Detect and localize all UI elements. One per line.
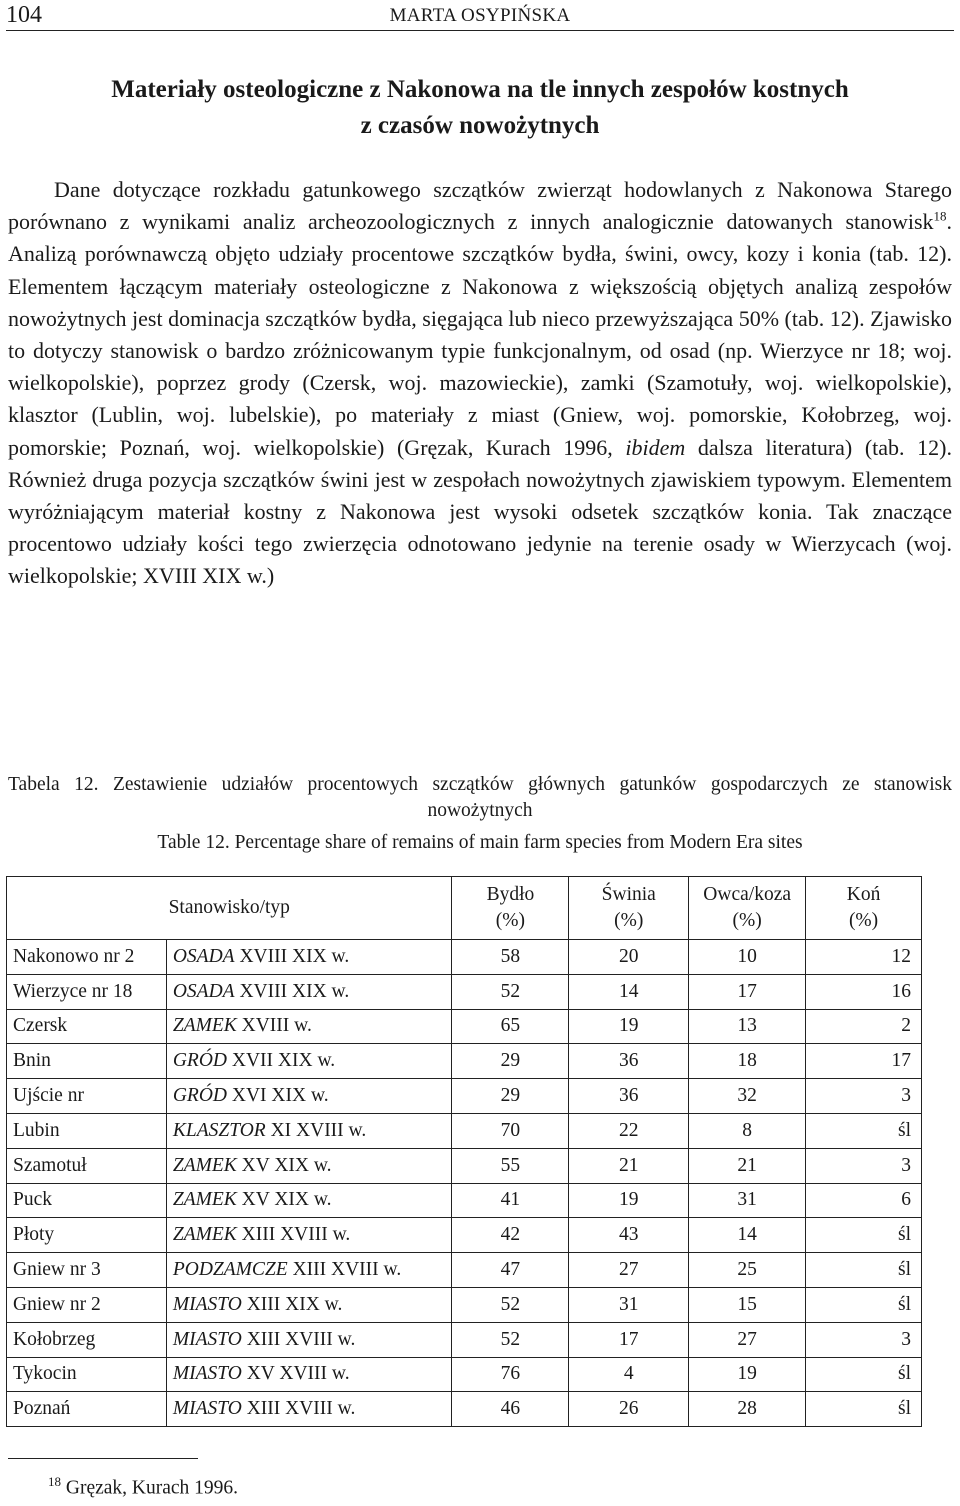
site-period: XV XVIII w. bbox=[241, 1363, 350, 1385]
cell-pig: 19 bbox=[569, 1009, 689, 1044]
cell-horse: 16 bbox=[806, 974, 922, 1009]
page-number: 104 bbox=[6, 2, 42, 28]
cell-sheep-goat: 18 bbox=[689, 1044, 806, 1079]
site-period: XVI XIX w. bbox=[227, 1085, 329, 1107]
paragraph-text-1: Dane dotyczące rozkładu gatunkowego szczątków zwierząt hodowlanych z Nakonowa Starego porównano z wynikami analiz archeozoologicznych z innych analogicznie datowanych stanowisk bbox=[8, 177, 952, 235]
cell-cattle: 41 bbox=[452, 1183, 569, 1218]
footnote-reference: 18 bbox=[933, 208, 947, 224]
table-row bbox=[7, 1113, 922, 1148]
cell-cattle: 47 bbox=[452, 1253, 569, 1288]
cell-sheep-goat: 31 bbox=[689, 1183, 806, 1218]
site-type-label: ZAMEK bbox=[172, 1154, 237, 1176]
site-type-label: GRÓD bbox=[172, 1085, 228, 1107]
cell-type bbox=[166, 1183, 452, 1218]
cell-type bbox=[166, 1079, 452, 1114]
cell-site: Czersk bbox=[7, 1009, 167, 1044]
page-header bbox=[6, 0, 954, 31]
site-type-label: ZAMEK bbox=[172, 1224, 237, 1246]
paragraph-text-2: . Analizą porównawczą objęto udziały procentowe szczątków bydła, świni, owcy, kozy i konia (tab. 12). Elementem łączącym materiały osteologiczne z Nakonowa z większością objętych analizą zespołów nowożytnych jest dominacja szczątków bydła, sięgająca lub nieco przewyższająca 50% (tab. 12). Zjawisko to dotyczy stanowisk o bardzo zróżnicowanym typie funkcjonalnym, od osad (np. Wierzyce nr 18; woj. wielkopolskie), poprzez grody (Czersk, woj. mazowieckie), zamki (Szamotuły, woj. wielkopolskie), klasztor (Lublin, woj. lubelskie), po materiały z miast (Gniew, woj. pomorskie, Kołobrzeg, woj. pomorskie; Poznań, woj. wielkopolskie) (Gręzak, Kurach 1996, bbox=[8, 209, 952, 460]
site-period: XIII XIX w. bbox=[241, 1293, 343, 1315]
table-row bbox=[7, 1148, 922, 1183]
cell-site: Gniew nr 2 bbox=[7, 1287, 167, 1322]
cell-pig: 14 bbox=[569, 974, 689, 1009]
header-pig: Świnia (%) bbox=[569, 877, 689, 940]
table-caption-en: Table 12. Percentage share of remains of main farm species from Modern Era sites bbox=[157, 832, 803, 853]
cell-type bbox=[166, 1253, 452, 1288]
site-period: XVII XIX w. bbox=[227, 1050, 336, 1072]
table-row bbox=[7, 1044, 922, 1079]
site-period: XIII XVIII w. bbox=[241, 1398, 356, 1420]
cell-cattle: 46 bbox=[452, 1392, 569, 1427]
cell-site: Poznań bbox=[7, 1392, 167, 1427]
cell-pig: 36 bbox=[569, 1044, 689, 1079]
cell-horse: 6 bbox=[806, 1183, 922, 1218]
site-type-label: PODZAMCZE bbox=[172, 1259, 288, 1281]
cell-cattle: 58 bbox=[452, 940, 569, 975]
site-period: XIII XVIII w. bbox=[241, 1328, 356, 1350]
cell-sheep-goat: 17 bbox=[689, 974, 806, 1009]
cell-sheep-goat: 21 bbox=[689, 1148, 806, 1183]
cell-site: Nakonowo nr 2 bbox=[7, 940, 167, 975]
cell-pig: 19 bbox=[569, 1183, 689, 1218]
cell-pig: 31 bbox=[569, 1287, 689, 1322]
cell-site: Lubin bbox=[7, 1113, 167, 1148]
cell-type bbox=[166, 1218, 452, 1253]
table-row bbox=[7, 940, 922, 975]
site-period: XIII XVIII w. bbox=[236, 1224, 351, 1246]
cell-cattle: 70 bbox=[452, 1113, 569, 1148]
table-row bbox=[7, 1183, 922, 1218]
section-title-line2: z czasów nowożytnych bbox=[360, 112, 600, 139]
table-row bbox=[7, 1287, 922, 1322]
table-row bbox=[7, 1357, 922, 1392]
cell-pig: 21 bbox=[569, 1148, 689, 1183]
cell-type bbox=[166, 1044, 452, 1079]
table-header-row bbox=[7, 877, 922, 940]
cell-type bbox=[166, 1009, 452, 1044]
cell-site: Wierzyce nr 18 bbox=[7, 974, 167, 1009]
cell-sheep-goat: 14 bbox=[689, 1218, 806, 1253]
cell-cattle: 29 bbox=[452, 1079, 569, 1114]
cell-sheep-goat: 28 bbox=[689, 1392, 806, 1427]
paragraph-text-3: dalsza literatura) (tab. 12). Również druga pozycja szczątków świni jest w zespołach nowożytnych zjawiskiem typowym. Elementem wyróżniającym materiał kostny z Nakonowa jest wysoki odsetek szczątków konia. Tak znaczące procentowo udziały kości tego zwierzęcia odnotowano jedynie na terenie osady w Wierzycach (woj. wielkopolskie; XVIII XIX w.) bbox=[8, 434, 953, 589]
cell-sheep-goat: 10 bbox=[689, 940, 806, 975]
cell-horse: śl bbox=[806, 1253, 922, 1288]
cell-sheep-goat: 32 bbox=[689, 1079, 806, 1114]
site-period: XVIII XIX w. bbox=[234, 980, 350, 1002]
site-type-label: OSADA bbox=[172, 980, 235, 1002]
cell-horse: 3 bbox=[806, 1322, 922, 1357]
table-row bbox=[7, 1079, 922, 1114]
body-paragraph bbox=[8, 174, 952, 593]
table-row bbox=[7, 1218, 922, 1253]
site-period: XV XIX w. bbox=[236, 1154, 332, 1176]
cell-sheep-goat: 19 bbox=[689, 1357, 806, 1392]
cell-pig: 27 bbox=[569, 1253, 689, 1288]
site-type-label: MIASTO bbox=[172, 1293, 242, 1315]
cell-horse: śl bbox=[806, 1392, 922, 1427]
footnote-rule bbox=[8, 1458, 198, 1459]
cell-pig: 17 bbox=[569, 1322, 689, 1357]
cell-pig: 20 bbox=[569, 940, 689, 975]
running-head: MARTA OSYPIŃSKA bbox=[389, 5, 571, 26]
header-site-type: Stanowisko/typ bbox=[7, 877, 452, 940]
cell-horse: 12 bbox=[806, 940, 922, 975]
site-period: XVIII XIX w. bbox=[234, 945, 350, 967]
cell-site: Puck bbox=[7, 1183, 167, 1218]
cell-type bbox=[166, 1113, 452, 1148]
cell-site: Tykocin bbox=[7, 1357, 167, 1392]
table-row bbox=[7, 1009, 922, 1044]
cell-cattle: 65 bbox=[452, 1009, 569, 1044]
site-type-label: KLASZTOR bbox=[172, 1119, 266, 1141]
cell-cattle: 52 bbox=[452, 1287, 569, 1322]
cell-horse: śl bbox=[806, 1357, 922, 1392]
cell-type bbox=[166, 1357, 452, 1392]
section-title bbox=[0, 72, 960, 144]
cell-sheep-goat: 27 bbox=[689, 1322, 806, 1357]
cell-horse: śl bbox=[806, 1287, 922, 1322]
cell-horse: 3 bbox=[806, 1079, 922, 1114]
table-row bbox=[7, 1322, 922, 1357]
site-period: XV XIX w. bbox=[236, 1189, 332, 1211]
header-sheep-goat: Owca/koza (%) bbox=[689, 877, 806, 940]
cell-pig: 22 bbox=[569, 1113, 689, 1148]
cell-type bbox=[166, 1287, 452, 1322]
cell-cattle: 29 bbox=[452, 1044, 569, 1079]
cell-cattle: 76 bbox=[452, 1357, 569, 1392]
cell-sheep-goat: 8 bbox=[689, 1113, 806, 1148]
cell-site: Kołobrzeg bbox=[7, 1322, 167, 1357]
table-row bbox=[7, 974, 922, 1009]
cell-site: Bnin bbox=[7, 1044, 167, 1079]
site-period: XI XVIII w. bbox=[265, 1119, 367, 1141]
cell-site: Szamotuł bbox=[7, 1148, 167, 1183]
cell-type bbox=[166, 974, 452, 1009]
cell-sheep-goat: 15 bbox=[689, 1287, 806, 1322]
header-horse: Koń (%) bbox=[806, 877, 922, 940]
site-type-label: OSADA bbox=[172, 945, 235, 967]
cell-horse: 2 bbox=[806, 1009, 922, 1044]
cell-site: Ujście nr bbox=[7, 1079, 167, 1114]
header-cattle: Bydło (%) bbox=[452, 877, 569, 940]
section-title-line1: Materiały osteologiczne z Nakonowa na tle innych zespołów kostnych bbox=[111, 76, 849, 103]
footnote-text: Gręzak, Kurach 1996. bbox=[61, 1477, 239, 1499]
site-type-label: MIASTO bbox=[172, 1328, 242, 1350]
cell-cattle: 52 bbox=[452, 1322, 569, 1357]
cell-cattle: 42 bbox=[452, 1218, 569, 1253]
cell-cattle: 55 bbox=[452, 1148, 569, 1183]
cell-sheep-goat: 25 bbox=[689, 1253, 806, 1288]
cell-site: Płoty bbox=[7, 1218, 167, 1253]
cell-type bbox=[166, 1148, 452, 1183]
cell-horse: 3 bbox=[806, 1148, 922, 1183]
species-share-table bbox=[6, 876, 922, 1427]
table-row bbox=[7, 1253, 922, 1288]
site-period: XVIII w. bbox=[236, 1015, 312, 1037]
cell-type bbox=[166, 1322, 452, 1357]
site-type-label: MIASTO bbox=[172, 1398, 242, 1420]
table-caption-pl: Tabela 12. Zestawienie udziałów procentowych szczątków głównych gatunków gospodarczych ze stanowisk nowożytnych bbox=[8, 774, 952, 821]
cell-pig: 26 bbox=[569, 1392, 689, 1427]
cell-sheep-goat: 13 bbox=[689, 1009, 806, 1044]
site-type-label: GRÓD bbox=[172, 1050, 228, 1072]
cell-horse: śl bbox=[806, 1113, 922, 1148]
cell-pig: 43 bbox=[569, 1218, 689, 1253]
cell-pig: 36 bbox=[569, 1079, 689, 1114]
cell-horse: 17 bbox=[806, 1044, 922, 1079]
footnote bbox=[48, 1474, 238, 1500]
site-period: XIII XVIII w. bbox=[287, 1259, 402, 1281]
site-type-label: MIASTO bbox=[172, 1363, 242, 1385]
cell-type bbox=[166, 940, 452, 975]
cell-site: Gniew nr 3 bbox=[7, 1253, 167, 1288]
cell-pig: 4 bbox=[569, 1357, 689, 1392]
cell-horse: śl bbox=[806, 1218, 922, 1253]
table-row bbox=[7, 1392, 922, 1427]
cell-type bbox=[166, 1392, 452, 1427]
paragraph-italic: ibidem bbox=[625, 434, 686, 460]
site-type-label: ZAMEK bbox=[172, 1189, 237, 1211]
cell-cattle: 52 bbox=[452, 974, 569, 1009]
footnote-number: 18 bbox=[48, 1474, 61, 1489]
site-type-label: ZAMEK bbox=[172, 1015, 237, 1037]
